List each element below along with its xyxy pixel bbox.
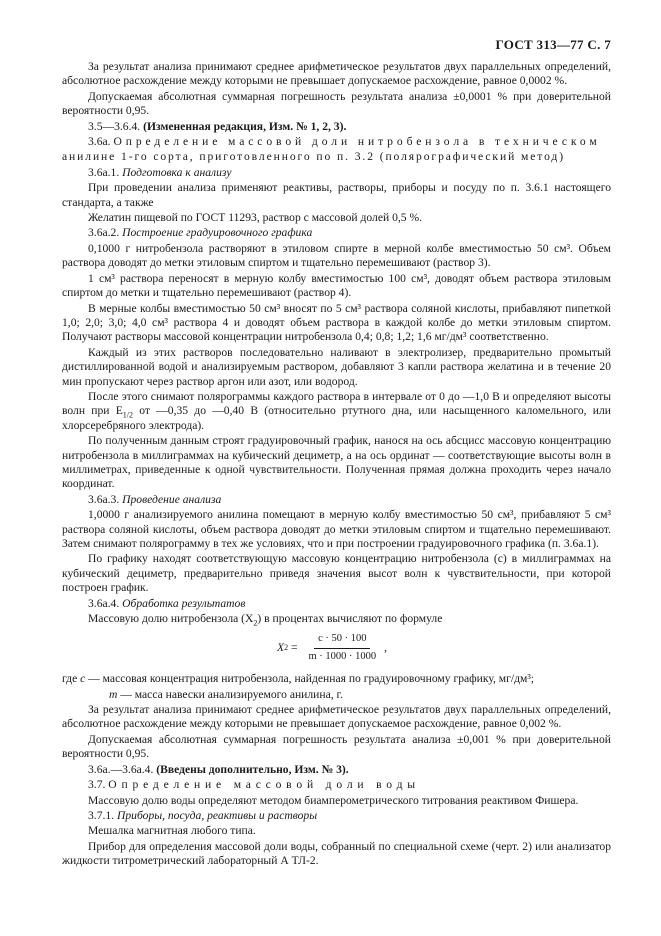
paragraph-calibration-graph: По полученным данным строят градуировочный график, нанося на ось абсцисс массовую концентрацию нитробензола в миллиграммах на кубический дециметр, а на ось ординат — соответствующие высоты волн в миллиметрах, приведенные к одной чувствительности. Полученная прямая должна проходить через начало координат. (62, 434, 611, 491)
paragraph-electrolyzer: Каждый из этих растворов последовательно наливают в электролизер, предварительно промытый дистиллированной водой и анализируемым раствором, добавляют 3 капли раствора желатина и в течение 20 мин пропускают через раствор аргон или азот, или водород. (62, 345, 611, 388)
formula-lhs: X (277, 641, 285, 655)
formula-x2: X 2 = $\frac{c \cdot 50 \cdot 100}{m \cdot 1000 \cdot 1000}$ , (62, 632, 611, 664)
paragraph-edition-note: 3.5—3.6.4. (Измененная редакция, Изм. № 1, 2, 3). (88, 119, 347, 133)
where-c-definition: где c — массовая концентрация нитробензола, найденная по градуировочному графику, мг/дм³; (62, 672, 535, 686)
page-body (62, 60, 611, 870)
paragraph-polarograms: После этого снимают полярограммы каждого раствора в интервале от 0 до —1,0 В и определяют высоты волн при $E_{1/2}$ от —0,35 до —0,40 В (относительно ртутного дна, или насыщенного каломельного, или хлорсеребряного электрода). (62, 389, 611, 432)
section-heading-3-7: 3.7. Определение массовой доли воды (88, 778, 420, 792)
paragraph-reagents: При проведении анализа применяют реактивы, растворы, приборы и посуду по п. 3.6.1 настоящего стандарта, а также (62, 181, 611, 209)
formula-equals: = (288, 641, 301, 655)
paragraph-mixer: Мешалка магнитная любого типа. (88, 824, 256, 838)
paragraph-formula-intro: Массовую долю нитробензола $(X_2)$ в процентах вычисляют по формуле (88, 612, 443, 628)
subsection-3-6a-4: 3.6а.4. Обработка результатов (88, 596, 246, 610)
paragraph-result-2: За результат анализа принимают среднее арифметическое результатов двух параллельных определений, абсолютное расхождение между которыми не превышает допускаемое расхождение, равное 0,002 %. (62, 703, 611, 731)
paragraph-find-concentration: По графику находят соответствующую массовую концентрацию нитробензола (с) в миллиграммах на кубический дециметр, предварительно приведя значения высот волн к чувствительности, при которой построен график. (62, 552, 611, 595)
paragraph-error-2: Допускаемая абсолютная суммарная погрешность результата анализа ±0,001 % при доверительной вероятности 0,95. (62, 732, 611, 761)
formula-end: , (384, 641, 388, 655)
where-m-definition: m — масса навески анализируемого анилина, г. (109, 687, 343, 701)
paragraph-introduced-note: 3.6а.—3.6а.4. (Введены дополнительно, Изм. № 3). (88, 762, 349, 776)
paragraph-flasks: В мерные колбы вместимостью 50 см³ вносят по 5 см³ раствора соляной кислоты, прибавляют пипеткой 1,0; 2,0; 3,0; 4,0 см³ раствора 4 и доводят объем раствора в каждой колбе до метки этиловым спиртом. Получают растворы массовой концентрации нитробензола 0,4; 0,8; 1,2; 1,6 мг/дм³ соответственно. (62, 301, 611, 344)
formula-denominator: m · 1000 · 1000 (308, 650, 377, 662)
formula-fraction (304, 632, 380, 664)
formula-numerator: c · 50 · 100 (314, 632, 370, 648)
subsection-3-6a-3: 3.6а.3. Проведение анализа (88, 492, 222, 506)
subsection-3-7-1: 3.7.1. Приборы, посуда, реактивы и растворы (88, 808, 318, 822)
paragraph-nitrobenzene: 0,1000 г нитробензола растворяют в этиловом спирте в мерной колбе вместимостью 50 см³. Объем раствора доводят до метки этиловым спиртом и тщательно перемешивают (раствор 3). (62, 241, 611, 270)
paragraph-water-method: Массовую долю воды определяют методом биамперометрического титрования реактивом Фишера. (88, 793, 579, 807)
paragraph-result-1: За результат анализа принимают среднее арифметическое результатов двух параллельных определений, абсолютное расхождение между которыми не превышает допускаемое расхождение, равное 0,0002 %. (62, 60, 611, 88)
paragraph-transfer: 1 см³ раствора переносят в мерную колбу вместимостью 100 см³, доводят объем раствора этиловым спиртом до метки и тщательно перемешивают (раствор 4). (62, 271, 611, 300)
subsection-3-6a-1: 3.6а.1. Подготовка к анализу (88, 165, 232, 179)
section-heading-3-6a: 3.6а. Определение массовой доли нитробензола в техническом (88, 135, 601, 149)
paragraph-gelatin: Желатин пищевой по ГОСТ 11293, раствор с массовой долей 0,5 %. (88, 211, 423, 225)
paragraph-error-1: Допускаемая абсолютная суммарная погрешность результата анализа ±0,0001 % при доверительной вероятности 0,95. (62, 89, 611, 118)
paragraph-device: Прибор для определения массовой доли воды, собранный по специальной схеме (черт. 2) или анализатор жидкости титрометрический лабораторный А ТЛ-2. (62, 839, 611, 868)
section-heading-3-6a-cont: анилине 1-го сорта, приготовленного по п. 3.2 (полярографический метод) (62, 150, 565, 164)
subsection-3-6a-2: 3.6а.2. Построение градуировочного графика (88, 226, 313, 240)
page-header: ГОСТ 313—77 С. 7 (495, 37, 611, 52)
paragraph-analysis: 1,0000 г анализируемого анилина помещают в мерную колбу вместимостью 50 см³, прибавляют 5 см³ раствора соляной кислоты, объем раствора доводят до метки этиловым спиртом и тщательно перемешивают. Затем снимают полярограмму в тех же условиях, что и при построении градуировочного графика (п. 3.6а.1). (62, 508, 611, 550)
